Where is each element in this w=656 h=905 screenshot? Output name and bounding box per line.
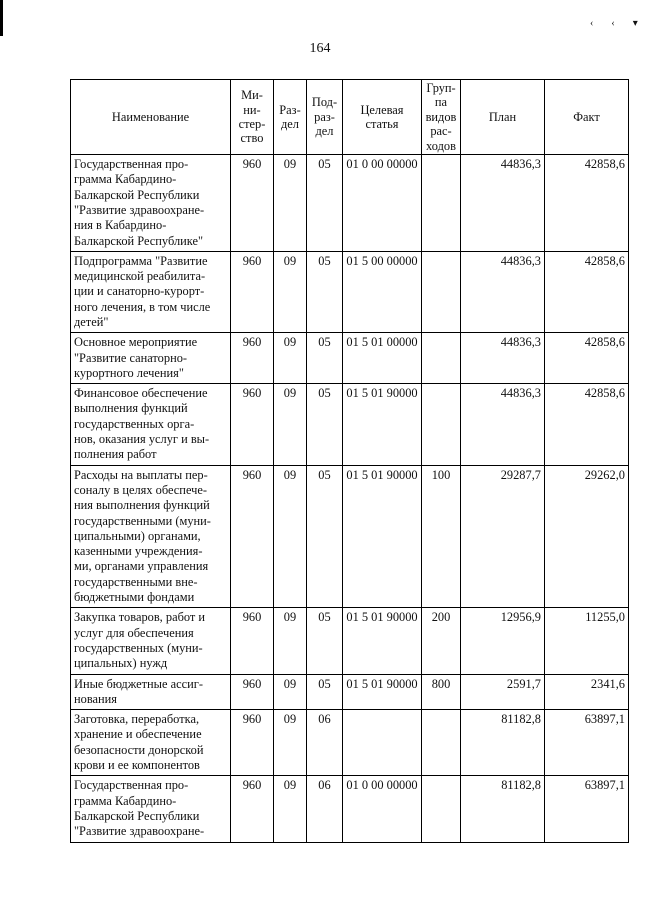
- name-cell: [71, 333, 231, 384]
- header-line: ни-: [243, 102, 261, 117]
- subsection-cell: 06: [307, 710, 343, 776]
- plan-cell: 44836,3: [461, 155, 545, 252]
- name-line: Балкарской Республики: [74, 187, 200, 202]
- fact-cell: 29262,0: [545, 465, 629, 608]
- header-name: [71, 80, 231, 155]
- name-line: Подпрограмма "Развитие: [74, 253, 208, 268]
- name-line: хранение и обеспечение: [74, 727, 202, 742]
- plan-cell: 81182,8: [461, 710, 545, 776]
- name-cell: [71, 465, 231, 608]
- expense-group-cell: [422, 710, 461, 776]
- target-article-cell: [343, 710, 422, 776]
- expense-group-cell: 200: [422, 608, 461, 674]
- name-cell: [71, 608, 231, 674]
- name-line: государственных (муни-: [74, 640, 203, 655]
- fact-cell: 11255,0: [545, 608, 629, 674]
- subsection-cell: 05: [307, 674, 343, 710]
- plan-cell: 44836,3: [461, 333, 545, 384]
- ministry-cell: 960: [231, 465, 274, 608]
- name-line: ния в Кабардино-: [74, 218, 167, 233]
- name-cell: [71, 155, 231, 252]
- name-line: соналу в целях обеспече-: [74, 482, 207, 497]
- name-line: полнения работ: [74, 447, 157, 462]
- section-cell: 09: [274, 776, 307, 842]
- corner-mark: ▾: [632, 18, 656, 29]
- target-article-cell: 01 5 01 90000: [343, 608, 422, 674]
- header-line: дел: [281, 117, 299, 132]
- subsection-cell: 05: [307, 155, 343, 252]
- name-line: услуг для обеспечения: [74, 625, 194, 640]
- section-cell: 09: [274, 251, 307, 332]
- name-line: ципальными) органами,: [74, 528, 201, 543]
- ministry-cell: 960: [231, 608, 274, 674]
- table-row: [71, 384, 629, 465]
- ministry-cell: 960: [231, 155, 274, 252]
- name-line: ного лечения, в том числе: [74, 299, 211, 314]
- expense-group-cell: [422, 155, 461, 252]
- header-line: видов: [425, 109, 457, 124]
- fact-cell: 42858,6: [545, 155, 629, 252]
- fact-cell: 2341,6: [545, 674, 629, 710]
- header-ministry: [231, 80, 274, 155]
- name-cell: [71, 776, 231, 842]
- name-line: нования: [74, 691, 117, 706]
- header-line: раз-: [314, 109, 335, 124]
- name-line: бюджетными фондами: [74, 590, 195, 605]
- name-line: "Развитие санаторно-: [74, 350, 188, 365]
- expense-group-cell: [422, 333, 461, 384]
- table-row: [71, 776, 629, 842]
- header-line: ство: [240, 131, 264, 146]
- plan-cell: 44836,3: [461, 251, 545, 332]
- name-line: грамма Кабардино-: [74, 172, 177, 187]
- ministry-cell: 960: [231, 333, 274, 384]
- corner-mark: ‹: [590, 18, 612, 29]
- ministry-cell: 960: [231, 384, 274, 465]
- name-line: медицинской реабилита-: [74, 269, 206, 284]
- name-line: ции и санаторно-курорт-: [74, 284, 205, 299]
- header-line: План: [488, 109, 517, 124]
- target-article-cell: 01 5 01 90000: [343, 465, 422, 608]
- target-article-cell: 01 5 01 90000: [343, 384, 422, 465]
- name-line: Балкарской Республике": [74, 233, 204, 248]
- header-line: па: [434, 95, 448, 110]
- name-line: государственными вне-: [74, 574, 198, 589]
- table-body: [71, 155, 629, 842]
- name-line: государственными (муни-: [74, 513, 211, 528]
- ministry-cell: 960: [231, 674, 274, 710]
- name-cell: [71, 251, 231, 332]
- section-cell: 09: [274, 155, 307, 252]
- name-line: выполнения функций: [74, 401, 188, 416]
- name-line: ципальных) нужд: [74, 656, 168, 671]
- name-cell: [71, 384, 231, 465]
- plan-cell: 44836,3: [461, 384, 545, 465]
- expense-group-cell: [422, 251, 461, 332]
- target-article-cell: 01 5 01 90000: [343, 674, 422, 710]
- subsection-cell: 05: [307, 608, 343, 674]
- section-cell: 09: [274, 674, 307, 710]
- expense-group-cell: [422, 384, 461, 465]
- corner-mark: ‹: [611, 18, 633, 29]
- ministry-cell: 960: [231, 251, 274, 332]
- name-line: казенными учреждения-: [74, 544, 203, 559]
- name-line: Заготовка, переработка,: [74, 712, 200, 727]
- subsection-cell: 05: [307, 465, 343, 608]
- plan-cell: 29287,7: [461, 465, 545, 608]
- header-subsection: [307, 80, 343, 155]
- name-cell: [71, 674, 231, 710]
- header-line: Факт: [573, 109, 600, 124]
- header-section: [274, 80, 307, 155]
- expense-group-cell: [422, 776, 461, 842]
- name-line: Балкарской Республики: [74, 808, 200, 823]
- name-line: Финансовое обеспечение: [74, 386, 208, 401]
- name-line: Расходы на выплаты пер-: [74, 467, 208, 482]
- name-cell: [71, 710, 231, 776]
- section-cell: 09: [274, 333, 307, 384]
- subsection-cell: 05: [307, 333, 343, 384]
- table-row: [71, 710, 629, 776]
- fact-cell: 42858,6: [545, 333, 629, 384]
- header-line: ходов: [426, 138, 456, 153]
- name-line: детей": [74, 315, 109, 329]
- ministry-cell: 960: [231, 710, 274, 776]
- table-row: [71, 251, 629, 332]
- header-line: Раз-: [279, 102, 301, 117]
- name-line: Государственная про-: [74, 157, 189, 172]
- header-line: Ми-: [241, 88, 263, 103]
- name-line: ми, органами управления: [74, 559, 209, 574]
- subsection-cell: 05: [307, 384, 343, 465]
- table-row: [71, 674, 629, 710]
- name-line: Государственная про-: [74, 778, 189, 793]
- plan-cell: 12956,9: [461, 608, 545, 674]
- header-group: [422, 80, 461, 155]
- name-line: ния выполнения функций: [74, 498, 210, 513]
- name-line: "Развитие здравоохране-: [74, 824, 205, 839]
- name-line: курортного лечения": [74, 365, 184, 380]
- header-line: Груп-: [426, 81, 456, 95]
- scan-edge-mark: [0, 0, 3, 36]
- budget-table: [70, 79, 629, 843]
- target-article-cell: 01 0 00 00000: [343, 776, 422, 842]
- header-line: стер-: [238, 117, 266, 132]
- table-row: [71, 155, 629, 252]
- header-target: [343, 80, 422, 155]
- header-line: рас-: [430, 124, 452, 139]
- name-line: нов, оказания услуг и вы-: [74, 432, 210, 447]
- subsection-cell: 06: [307, 776, 343, 842]
- section-cell: 09: [274, 384, 307, 465]
- name-line: "Развитие здравоохране-: [74, 202, 205, 217]
- target-article-cell: 01 5 00 00000: [343, 251, 422, 332]
- fact-cell: 63897,1: [545, 776, 629, 842]
- name-line: Основное мероприятие: [74, 335, 198, 350]
- header-line: статья: [365, 117, 399, 132]
- header-line: дел: [315, 124, 334, 139]
- name-line: крови и ее компонентов: [74, 758, 200, 773]
- page-number: 164: [309, 41, 331, 56]
- name-line: грамма Кабардино-: [74, 793, 177, 808]
- section-cell: 09: [274, 608, 307, 674]
- header-line: Целевая: [360, 102, 404, 117]
- table-row: [71, 465, 629, 608]
- header-fact: [545, 80, 629, 155]
- target-article-cell: 01 5 01 00000: [343, 333, 422, 384]
- table-row: [71, 333, 629, 384]
- header-plan: [461, 80, 545, 155]
- fact-cell: 63897,1: [545, 710, 629, 776]
- name-line: безопасности донорской: [74, 742, 204, 757]
- name-line: Иные бюджетные ассиг-: [74, 676, 203, 691]
- ministry-cell: 960: [231, 776, 274, 842]
- section-cell: 09: [274, 465, 307, 608]
- header-line: Наименование: [111, 109, 190, 124]
- fact-cell: 42858,6: [545, 384, 629, 465]
- table-row: [71, 608, 629, 674]
- plan-cell: 81182,8: [461, 776, 545, 842]
- expense-group-cell: 800: [422, 674, 461, 710]
- corner-marks: [590, 18, 656, 29]
- section-cell: 09: [274, 710, 307, 776]
- expense-group-cell: 100: [422, 465, 461, 608]
- header-line: Под-: [311, 95, 338, 110]
- plan-cell: 2591,7: [461, 674, 545, 710]
- name-line: государственных орга-: [74, 416, 195, 431]
- subsection-cell: 05: [307, 251, 343, 332]
- name-line: Закупка товаров, работ и: [74, 610, 206, 625]
- fact-cell: 42858,6: [545, 251, 629, 332]
- target-article-cell: 01 0 00 00000: [343, 155, 422, 252]
- table-header-row: [71, 80, 629, 155]
